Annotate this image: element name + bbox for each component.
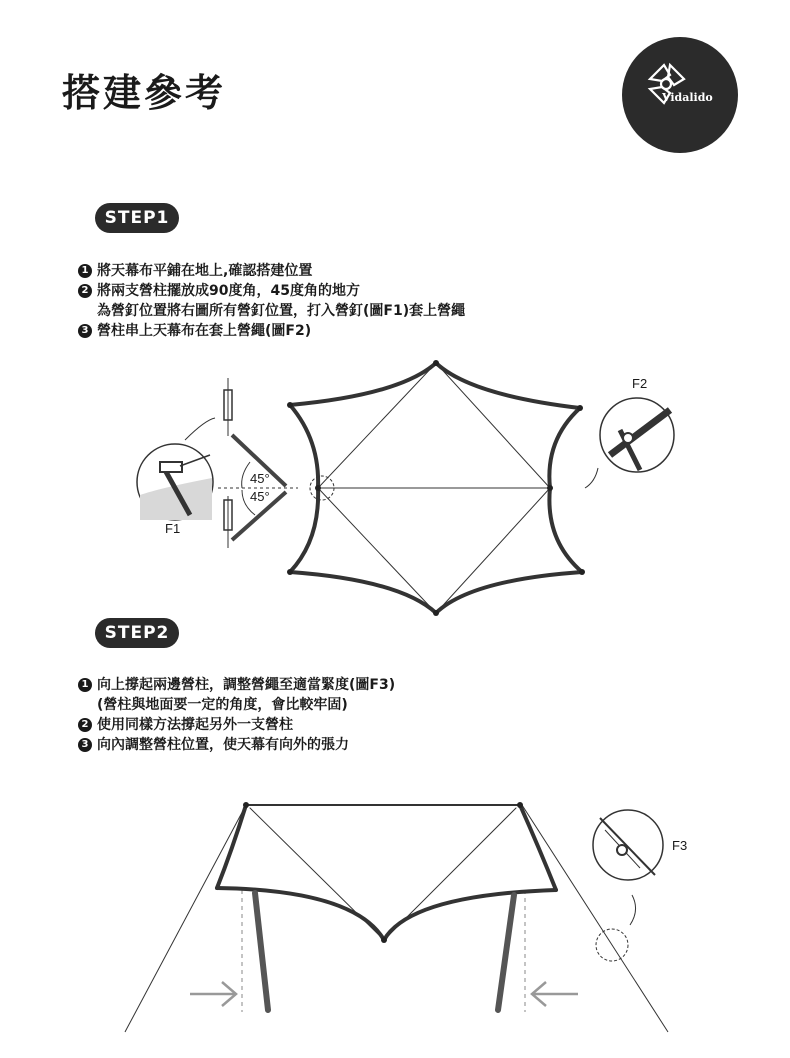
step-text: 將兩支營柱擺放成90度角，45度角的地方 [97, 283, 360, 299]
step-text: 向上撐起兩邊營柱，調整營繩至適當緊度(圖F3) [97, 677, 396, 693]
step-text: 向內調整營柱位置，使天幕有向外的張力 [97, 737, 349, 753]
detail-f3 [593, 810, 663, 961]
step-number: 3 [78, 738, 92, 752]
label-f2: F2 [632, 376, 648, 391]
step1-item-3 [78, 322, 465, 340]
push-inward-arrows [190, 982, 578, 1006]
angle-label-top: 45° [250, 471, 270, 486]
step1-diagram [0, 350, 790, 630]
guy-ropes [125, 805, 668, 1032]
step2-item-3 [78, 736, 395, 754]
label-f3: F3 [672, 838, 688, 853]
logo-text: Vidalido [662, 91, 713, 104]
step-text: 為營釘位置將右圖所有營釘位置，打入營釘(圖F1)套上營繩 [97, 303, 466, 319]
pole-layout [218, 378, 298, 548]
page-title: 搭建參考 [62, 70, 227, 115]
step2-instructions [78, 676, 395, 756]
step1-badge: STEP1 [95, 203, 179, 233]
step2-item-1-cont [78, 696, 395, 714]
tarp-corners [243, 802, 523, 943]
step2-item-1 [78, 676, 395, 694]
poles [255, 893, 514, 1010]
step-text: 使用同樣方法撐起另外一支營柱 [97, 717, 293, 733]
step-number: 1 [78, 264, 92, 278]
step-number: 3 [78, 324, 92, 338]
step-text: (營柱與地面要一定的角度，會比較牢固) [97, 697, 348, 713]
raised-tarp [217, 805, 556, 940]
label-f1: F1 [165, 521, 181, 536]
step-text: 營柱串上天幕布在套上營繩(圖F2) [97, 323, 312, 339]
angle-label-bottom: 45° [250, 489, 270, 504]
step1-item-2 [78, 282, 465, 300]
step2-badge: STEP2 [95, 618, 179, 648]
step-number: 2 [78, 284, 92, 298]
step2-diagram [0, 790, 790, 1058]
step-number: 1 [78, 678, 92, 692]
vertical-guides [242, 890, 525, 1012]
step2-item-2 [78, 716, 395, 734]
step1-item-1 [78, 262, 465, 280]
tarp-inner-lines [318, 363, 550, 613]
step-text: 將天幕布平鋪在地上,確認搭建位置 [97, 263, 313, 279]
step1-instructions [78, 262, 465, 342]
detail-f1 [137, 418, 215, 520]
vidalido-logo [620, 35, 740, 155]
detail-f2 [585, 398, 674, 488]
step1-item-2-cont [78, 302, 465, 320]
step-number: 2 [78, 718, 92, 732]
